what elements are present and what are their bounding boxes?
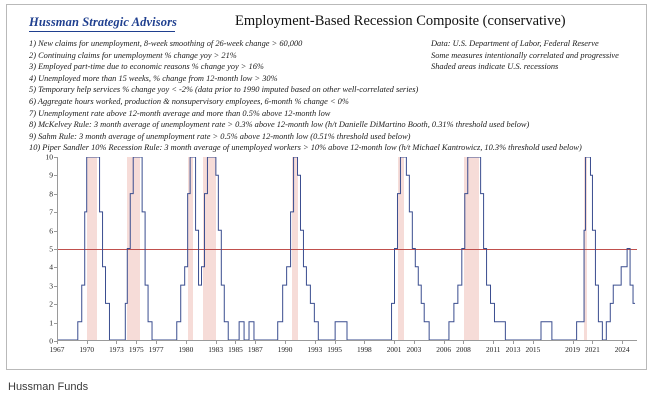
x-tick-label: 1973 [109, 345, 124, 354]
x-tick-label: 2001 [386, 345, 402, 354]
x-tick-label: 2015 [525, 345, 541, 354]
y-tick-label: 3 [49, 281, 53, 291]
x-tick-label: 2013 [505, 345, 521, 354]
x-tick-label: 1985 [228, 345, 243, 354]
criteria-item: 7) Unemployment rate above 12-month average and more than 0.5% above 12-month low [29, 108, 331, 118]
y-tick-label: 7 [49, 207, 53, 217]
y-tick-label: 6 [49, 226, 53, 236]
x-tick-label: 1998 [356, 345, 372, 354]
x-tick [186, 341, 187, 344]
x-tick [533, 341, 534, 344]
x-tick [463, 341, 464, 344]
brand-underline [29, 31, 175, 32]
x-tick [136, 341, 137, 344]
x-tick-label: 1970 [79, 345, 95, 354]
x-tick [364, 341, 365, 344]
x-tick-label: 2024 [614, 345, 630, 354]
x-tick [116, 341, 117, 344]
x-tick [335, 341, 336, 344]
y-tick-label: 2 [49, 299, 53, 309]
source-note: Some measures intentionally correlated and progressive [431, 50, 619, 60]
source-note: Data: U.S. Department of Labor, Federal Reserve [431, 39, 599, 48]
criteria-item: 6) Aggregate hours worked, production & nonsupervisory employees, 6-month % change < 0% [29, 96, 349, 106]
x-tick-label: 1987 [247, 345, 263, 354]
y-tick-label: 9 [49, 170, 53, 180]
series-path [58, 157, 635, 340]
x-tick [87, 341, 88, 344]
criteria-item: 5) Temporary help services % change yoy < -2% (data prior to 1990 imputed based on other well-correlated series) [29, 85, 419, 95]
criteria-item: 2) Continuing claims for unemployment % change yoy > 21% [29, 50, 237, 60]
page-caption: Hussman Funds [8, 381, 89, 393]
criteria-item: 4) Unemployed more than 15 weeks, % change from 12-month low > 30% [29, 73, 278, 83]
x-tick [444, 341, 445, 344]
x-tick-label: 2006 [436, 345, 452, 354]
x-tick [513, 341, 514, 344]
x-tick [622, 341, 623, 344]
criteria-item: 10) Piper Sandler 10% Recession Rule: 3 month average of unemployed workers > 10% above 12-month low (h/t Michael Kantrowicz, 10.3% threshold used below) [29, 143, 582, 153]
x-tick [394, 341, 395, 344]
criteria-item: 9) Sahm Rule: 3 month average of unemployment rate > 0.5% above 12-month low (0.51% threshold used below) [29, 131, 411, 141]
y-tick-label: 10 [45, 152, 53, 162]
composite-line [58, 157, 637, 340]
source-note: Shaded areas indicate U.S. recessions [431, 62, 559, 72]
x-tick-label: 1993 [307, 345, 323, 354]
x-tick-label: 1977 [148, 345, 164, 354]
y-tick-label: 1 [49, 318, 53, 328]
x-tick-label: 1983 [208, 345, 224, 354]
x-tick [216, 341, 217, 344]
x-tick [414, 341, 415, 344]
x-tick-label: 1990 [277, 345, 293, 354]
x-tick-label: 1980 [178, 345, 194, 354]
x-tick [592, 341, 593, 344]
x-tick [255, 341, 256, 344]
x-tick-label: 1975 [128, 345, 144, 354]
x-tick-label: 2011 [485, 345, 501, 354]
x-tick [57, 341, 58, 344]
criteria-item: 1) New claims for unemployment, 8-week smoothing of 26-week change > 60,000 [29, 39, 303, 48]
x-tick [156, 341, 157, 344]
x-tick [573, 341, 574, 344]
x-tick [493, 341, 494, 344]
criteria-item: 8) McKelvey Rule: 3 month average of unemployment rate > 0.3% above 12-month low (h/t Danielle DiMartino Booth, 0.31% threshold used below) [29, 120, 530, 130]
y-tick-label: 4 [49, 262, 53, 272]
plot-canvas [57, 157, 637, 341]
x-tick-label: 1967 [49, 345, 65, 354]
x-tick-label: 1995 [327, 345, 342, 354]
x-tick [235, 341, 236, 344]
y-tick-label: 0 [49, 336, 53, 346]
criteria-item: 3) Employed part-time due to economic reasons % change yoy > 16% [29, 62, 264, 72]
x-tick-label: 2003 [406, 345, 422, 354]
chart-card [6, 4, 647, 370]
x-tick-label: 2019 [565, 345, 580, 354]
y-tick-label: 5 [49, 244, 53, 254]
source-notes [431, 38, 646, 73]
x-tick-label: 2008 [456, 345, 471, 354]
x-tick [285, 341, 286, 344]
chart-title: Employment-Based Recession Composite (conservative) [235, 13, 566, 29]
y-tick-label: 8 [49, 189, 53, 199]
brand-label: Hussman Strategic Advisors [29, 15, 177, 29]
x-tick [315, 341, 316, 344]
plot-area [35, 152, 637, 356]
x-tick-label: 2021 [584, 345, 600, 354]
